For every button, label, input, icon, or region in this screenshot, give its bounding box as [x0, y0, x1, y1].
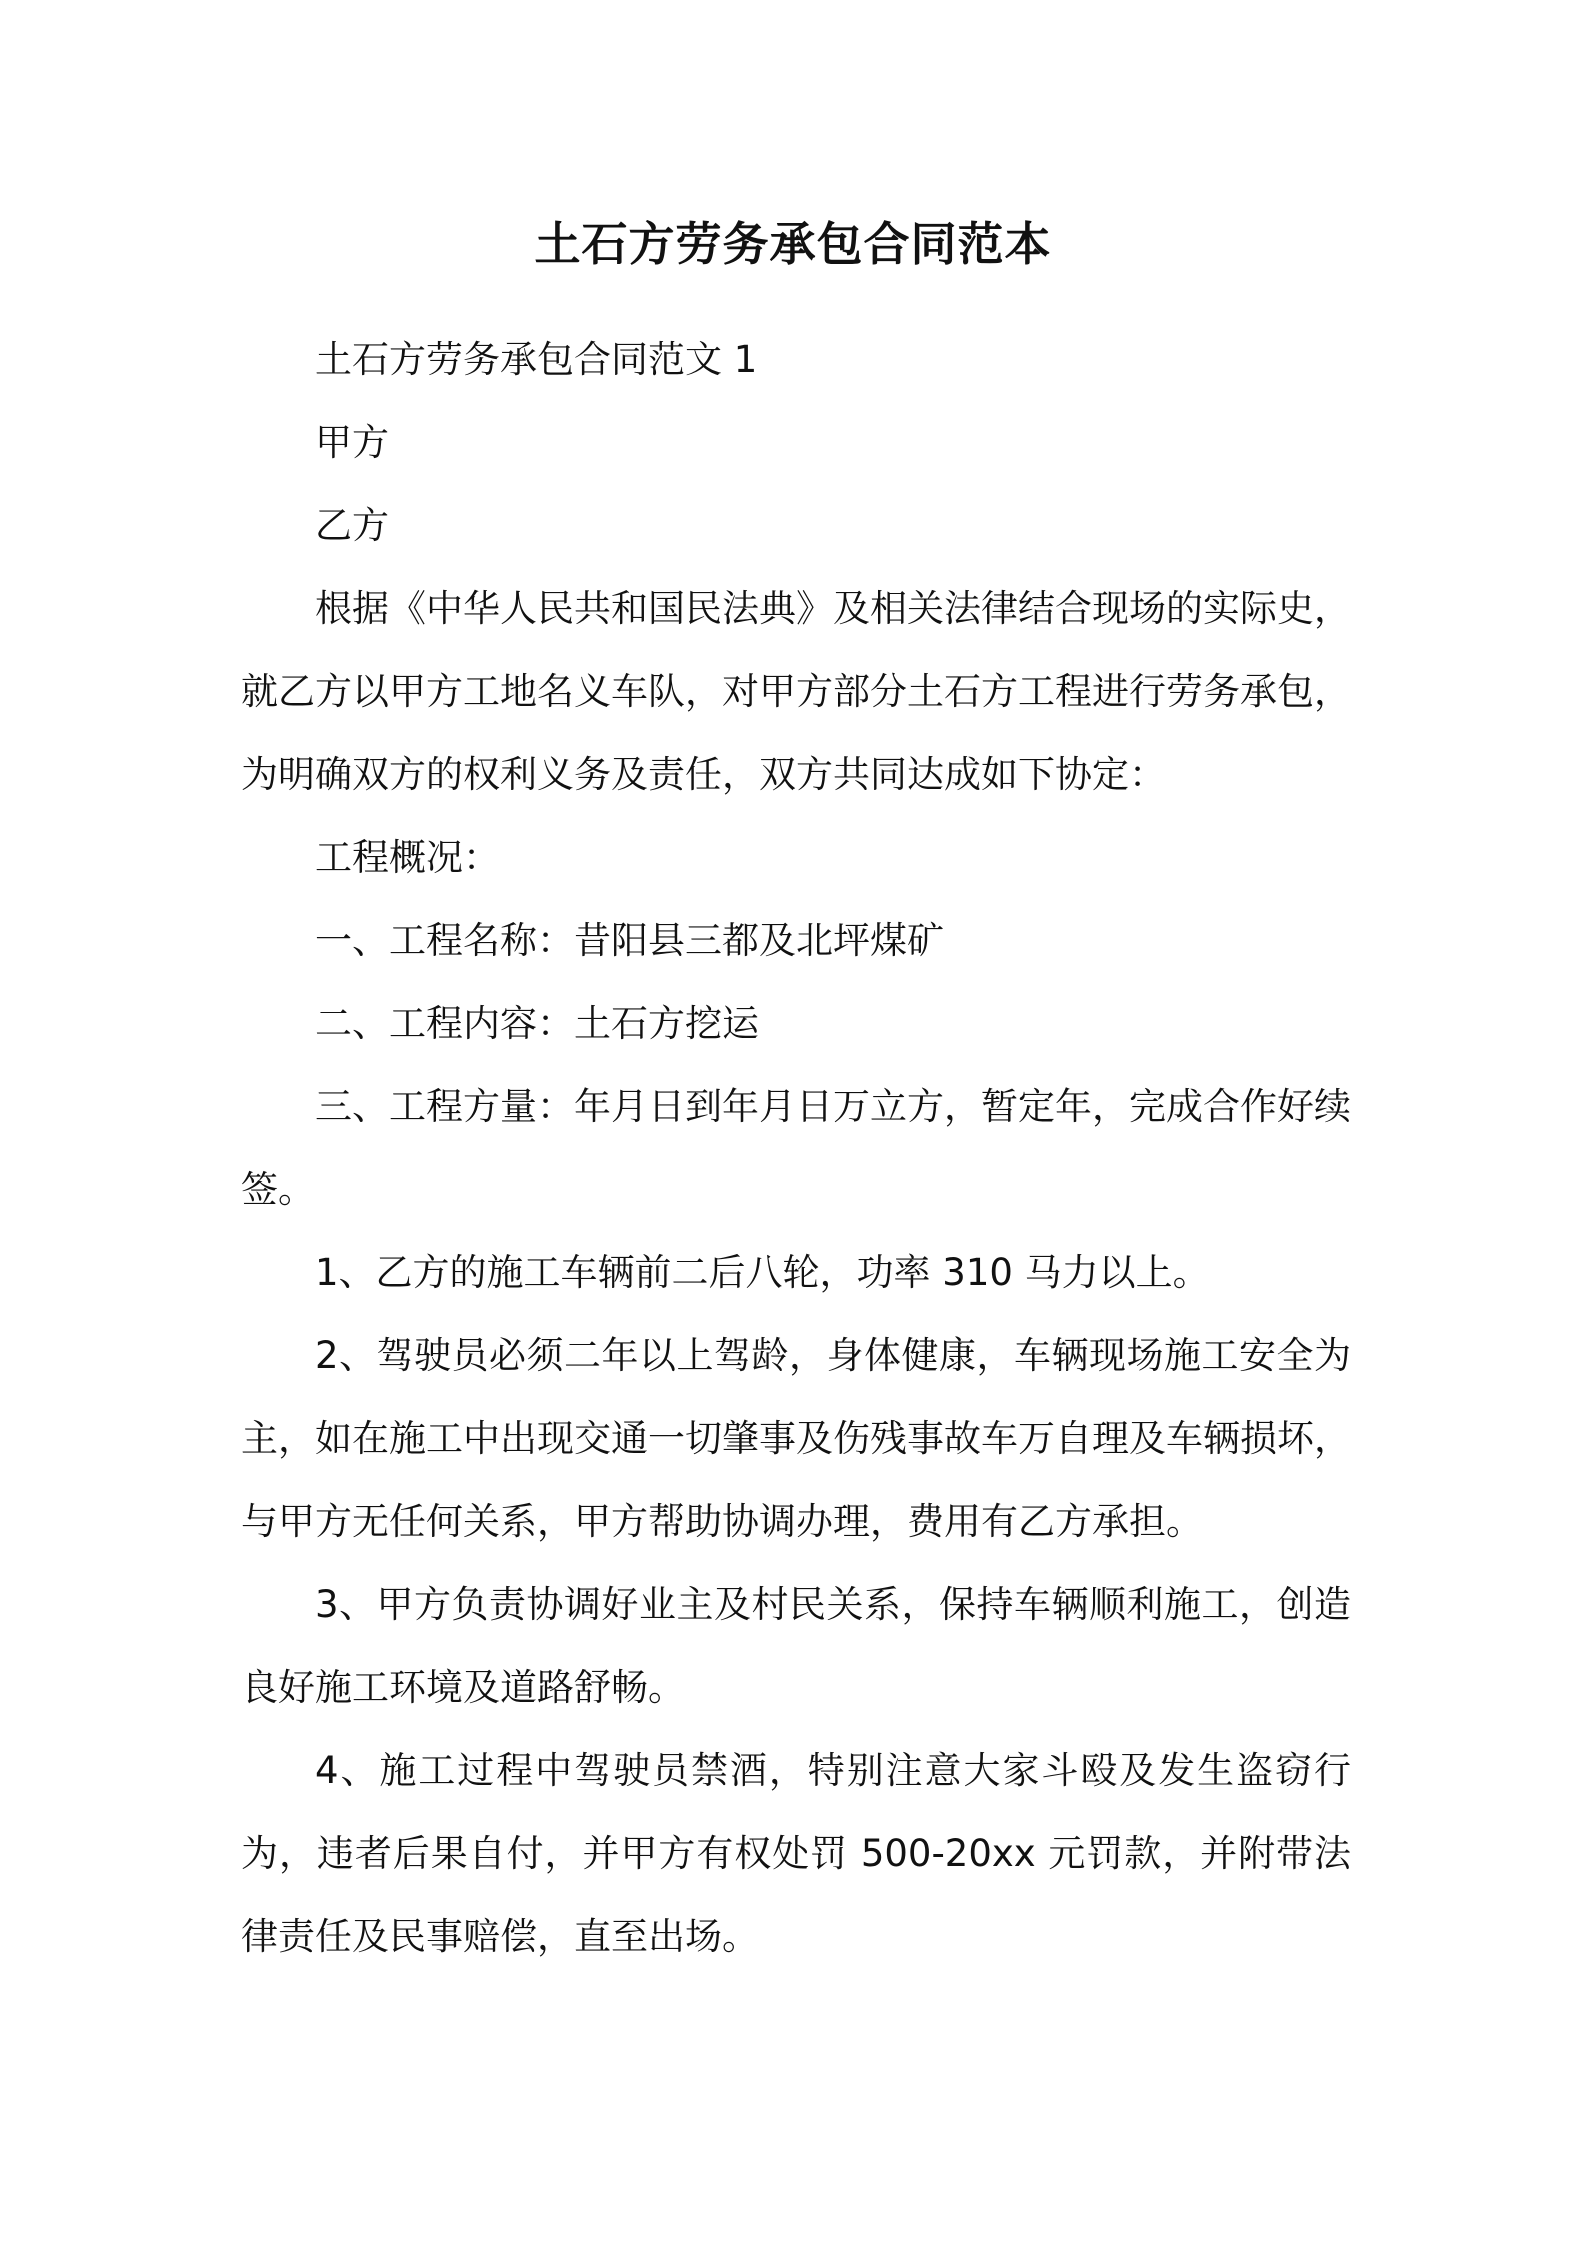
project-volume-item: 三、工程方量：年月日到年月日万立方，暂定年，完成合作好续签。: [241, 1085, 1351, 1211]
party-b-label: 乙方: [315, 504, 389, 547]
clause-3: 3、甲方负责协调好业主及村民关系，保持车辆顺利施工，创造良好施工环境及道路舒畅。: [241, 1583, 1351, 1709]
document-title: 土石方劳务承包合同范本: [534, 217, 1052, 271]
party-a-label: 甲方: [315, 421, 389, 464]
clause-4: 4、施工过程中驾驶员禁酒，特别注意大家斗殴及发生盗窃行为，违者后果自付，并甲方有权处罚 500-20xx 元罚款，并附带法律责任及民事赔偿，直至出场。: [241, 1749, 1351, 1958]
section-heading: 土石方劳务承包合同范文 1: [315, 338, 758, 381]
project-content-item: 二、工程内容：土石方挖运: [315, 1002, 759, 1045]
clause-1: 1、乙方的施工车辆前二后八轮，功率 310 马力以上。: [315, 1251, 1210, 1294]
project-name-item: 一、工程名称：昔阳县三都及北坪煤矿: [315, 919, 944, 962]
clause-2: 2、驾驶员必须二年以上驾龄，身体健康，车辆现场施工安全为主，如在施工中出现交通一切肇事及伤残事故车万自理及车辆损坏，与甲方无任何关系，甲方帮助协调办理，费用有乙方承担。: [241, 1334, 1351, 1543]
document-body: [241, 318, 1351, 1978]
preamble-paragraph: 根据《中华人民共和国民法典》及相关法律结合现场的实际史，就乙方以甲方工地名义车队，对甲方部分土石方工程进行劳务承包，为明确双方的权利义务及责任，双方共同达成如下协定：: [241, 587, 1351, 796]
project-overview-heading: 工程概况：: [315, 836, 500, 879]
